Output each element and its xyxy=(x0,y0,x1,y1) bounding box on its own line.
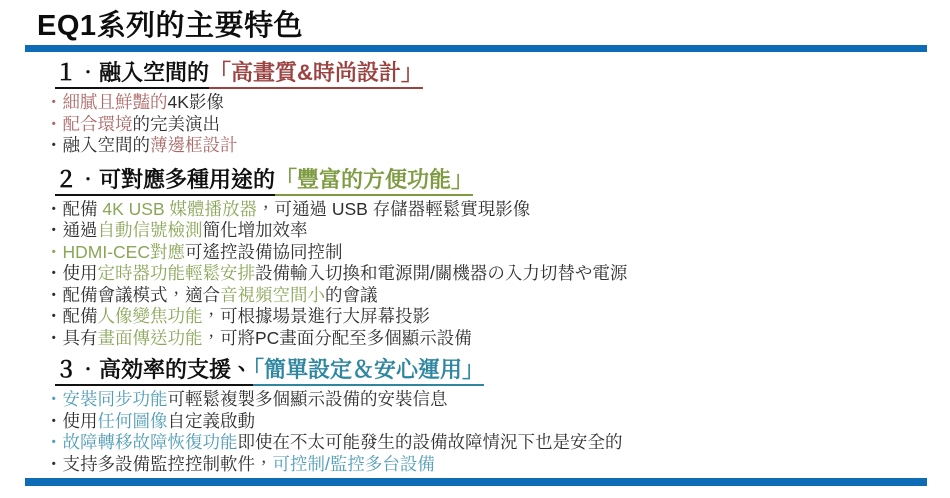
text-segment: ・使用 xyxy=(45,410,98,431)
text-segment: ２．可對應多種用途的 xyxy=(55,167,275,196)
text-segment: 自動信號檢測 xyxy=(97,220,203,240)
text-segment: 設備輸入切換和電源開/關機器の入力切替や電源 xyxy=(255,263,628,283)
section-heading xyxy=(55,356,950,384)
text-segment: 畫面傳送功能 xyxy=(97,327,203,348)
text-segment: 「豐富的方便功能」 xyxy=(275,167,473,196)
bullet-item xyxy=(45,242,950,264)
bullet-list xyxy=(0,199,950,350)
text-segment: 音視頻空間小 xyxy=(220,284,325,305)
bullet-item xyxy=(45,454,950,476)
text-segment: ・通過 xyxy=(45,220,98,240)
text-segment: 可控制/監控多台設備 xyxy=(272,453,435,474)
text-segment: 自定義啟動 xyxy=(167,410,255,431)
text-segment: 「簡單設定＆安心運用」 xyxy=(253,357,484,386)
text-segment: １．融入空間的 xyxy=(55,60,209,89)
feature-section xyxy=(0,59,950,157)
text-segment: 定時器功能輕鬆安排 xyxy=(97,263,255,283)
text-segment: ・配備 xyxy=(45,306,98,326)
text-segment: ・故障轉移故障恢復功能 xyxy=(45,432,238,452)
feature-section xyxy=(0,356,950,475)
bullet-item xyxy=(45,328,950,350)
bullet-list xyxy=(0,92,950,157)
text-segment: ・融入空間的 xyxy=(45,135,150,155)
text-segment: ・配備 xyxy=(45,198,103,219)
text-segment: ，可將PC畫面分配至多個顯示設備 xyxy=(202,327,472,348)
text-segment: ・使用 xyxy=(45,263,98,283)
text-segment: ・具有 xyxy=(45,327,98,348)
bullet-item xyxy=(45,411,950,433)
bullet-item xyxy=(45,306,950,328)
text-segment: 簡化增加效率 xyxy=(202,220,308,240)
text-segment: ，可根據場景進行大屏幕投影 xyxy=(202,306,430,326)
text-segment: 可遙控設備協同控制 xyxy=(185,241,343,262)
bullet-item xyxy=(45,199,950,221)
text-segment: ・細膩且鮮豔的 xyxy=(45,92,168,112)
text-segment: ・安裝同步功能 xyxy=(45,389,168,409)
text-segment: 任何圖像 xyxy=(97,410,168,431)
bullet-item xyxy=(45,114,950,136)
bottom-divider-bar xyxy=(25,478,927,486)
content-area xyxy=(0,56,950,475)
bullet-item xyxy=(45,432,950,454)
text-segment: ３．高効率的支援、 xyxy=(55,357,253,386)
text-segment: ・HDMI-CEC對應 xyxy=(45,241,185,262)
text-segment: 4K影像 xyxy=(167,92,224,112)
text-segment: 人像變焦功能 xyxy=(97,306,203,326)
bullet-item xyxy=(45,220,950,242)
text-segment: ・配合環境 xyxy=(45,113,133,134)
text-segment: 的完美演出 xyxy=(132,113,220,134)
bullet-item xyxy=(45,135,950,157)
text-segment: 4K USB 媒體播放器 xyxy=(102,198,257,219)
section-heading xyxy=(55,166,950,194)
bullet-item xyxy=(45,263,950,285)
text-segment: 可輕鬆複製多個顯示設備的安裝信息 xyxy=(167,389,448,409)
bullet-item xyxy=(45,92,950,114)
bullet-item xyxy=(45,285,950,307)
top-divider-bar xyxy=(25,45,927,52)
text-segment: ・支持多設備監控控制軟件， xyxy=(45,453,273,474)
text-segment: 即使在不太可能發生的設備故障情況下也是安全的 xyxy=(237,432,623,452)
page-title: EQ1系列的主要特色 xyxy=(37,10,304,42)
text-segment: 的會議 xyxy=(325,284,378,305)
text-segment: 薄邊框設計 xyxy=(150,135,238,155)
section-heading xyxy=(55,59,950,87)
text-segment: ，可通過 USB 存儲器輕鬆實現影像 xyxy=(257,198,531,219)
text-segment: 「高畫質&時尚設計」 xyxy=(209,60,423,89)
text-segment: ・配備會議模式，適合 xyxy=(45,284,220,305)
feature-section xyxy=(0,166,950,350)
bullet-item xyxy=(45,389,950,411)
bullet-list xyxy=(0,389,950,475)
